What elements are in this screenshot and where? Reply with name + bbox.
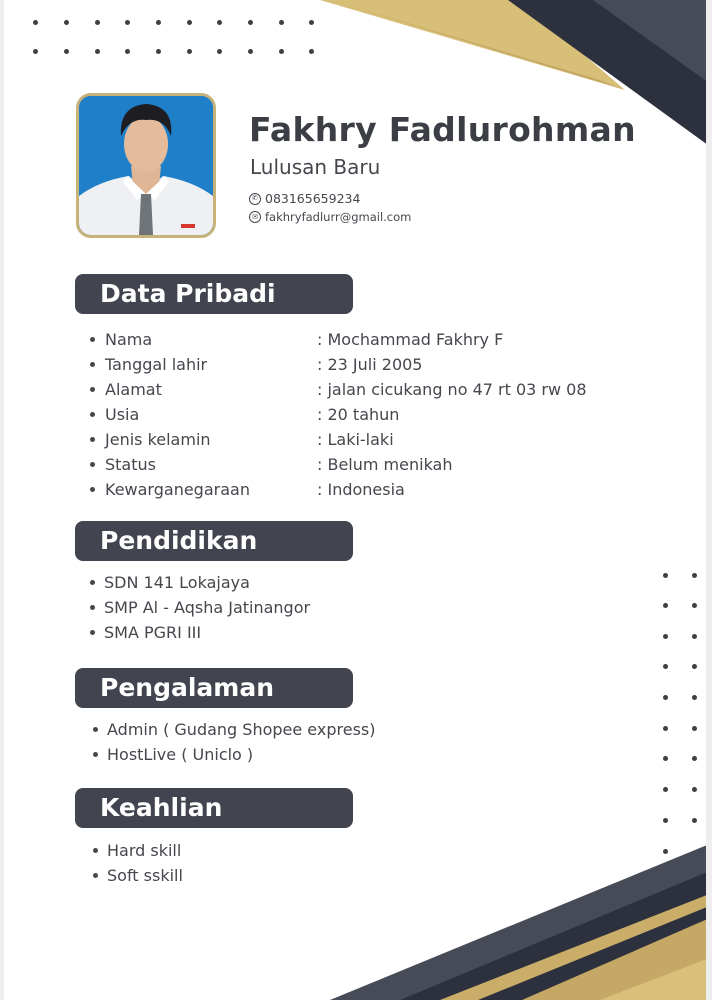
field-value: : Belum menikah — [317, 455, 453, 474]
list-item — [90, 595, 310, 620]
bullet-icon — [90, 580, 95, 585]
field-label: Kewarganegaraan — [105, 480, 250, 499]
personal-data-row — [90, 427, 587, 452]
job-title: Lulusan Baru — [250, 155, 381, 179]
page-edge-right — [706, 0, 712, 1000]
phone-icon: ✆ — [249, 193, 261, 205]
field-value: : 20 tahun — [317, 405, 400, 424]
personal-data-row — [90, 452, 587, 477]
field-label: Status — [105, 455, 156, 474]
phone-number: 083165659234 — [265, 191, 361, 206]
email-address: fakhryfadlurr@gmail.com — [265, 210, 412, 224]
field-label: Usia — [105, 405, 140, 424]
field-value: : jalan cicukang no 47 rt 03 rw 08 — [317, 380, 587, 399]
list-item-text: HostLive ( Uniclo ) — [107, 745, 254, 764]
list-item — [93, 717, 375, 742]
list-item-text: Hard skill — [107, 841, 182, 860]
section-header-pengalaman: Pengalaman — [75, 668, 353, 708]
bullet-icon — [93, 873, 98, 878]
field-label: Nama — [105, 330, 153, 349]
profile-photo — [76, 93, 216, 238]
list-item — [93, 742, 375, 767]
bullet-icon — [90, 487, 95, 492]
list-item — [90, 620, 310, 645]
list-item-text: Soft sskill — [107, 866, 183, 885]
email-contact[interactable] — [249, 210, 411, 224]
list-item — [93, 838, 183, 863]
bullet-icon — [93, 752, 98, 757]
personal-data-row — [90, 402, 587, 427]
field-label: Alamat — [105, 380, 162, 399]
personal-data-row — [90, 477, 587, 502]
section-header-pendidikan: Pendidikan — [75, 521, 353, 561]
field-value: : 23 Juli 2005 — [317, 355, 423, 374]
list-item-text: Admin ( Gudang Shopee express) — [107, 720, 376, 739]
education-list — [90, 570, 310, 645]
experience-list — [93, 717, 375, 767]
bullet-icon — [90, 630, 95, 635]
personal-data-list — [90, 327, 587, 502]
field-value: : Laki-laki — [317, 430, 394, 449]
bullet-icon — [93, 848, 98, 853]
email-icon: ✉ — [249, 211, 261, 223]
field-value: : Indonesia — [317, 480, 405, 499]
bullet-icon — [90, 605, 95, 610]
personal-data-row — [90, 377, 587, 402]
list-item — [93, 863, 183, 888]
bullet-icon — [90, 412, 95, 417]
bullet-icon — [93, 727, 98, 732]
personal-data-row — [90, 352, 587, 377]
full-name: Fakhry Fadlurohman — [249, 110, 636, 149]
bullet-icon — [90, 337, 95, 342]
list-item — [90, 570, 310, 595]
personal-data-row — [90, 327, 587, 352]
section-header-data-pribadi: Data Pribadi — [75, 274, 353, 314]
skills-list — [93, 838, 183, 888]
field-label: Tanggal lahir — [105, 355, 208, 374]
phone-contact[interactable] — [249, 191, 360, 206]
field-label: Jenis kelamin — [105, 430, 211, 449]
bullet-icon — [90, 387, 95, 392]
field-value: : Mochammad Fakhry F — [317, 330, 504, 349]
list-item-text: SMA PGRI III — [104, 623, 202, 642]
bullet-icon — [90, 462, 95, 467]
section-header-keahlian: Keahlian — [75, 788, 353, 828]
list-item-text: SDN 141 Lokajaya — [104, 573, 250, 592]
list-item-text: SMP Al - Aqsha Jatinangor — [104, 598, 311, 617]
bullet-icon — [90, 362, 95, 367]
bullet-icon — [90, 437, 95, 442]
